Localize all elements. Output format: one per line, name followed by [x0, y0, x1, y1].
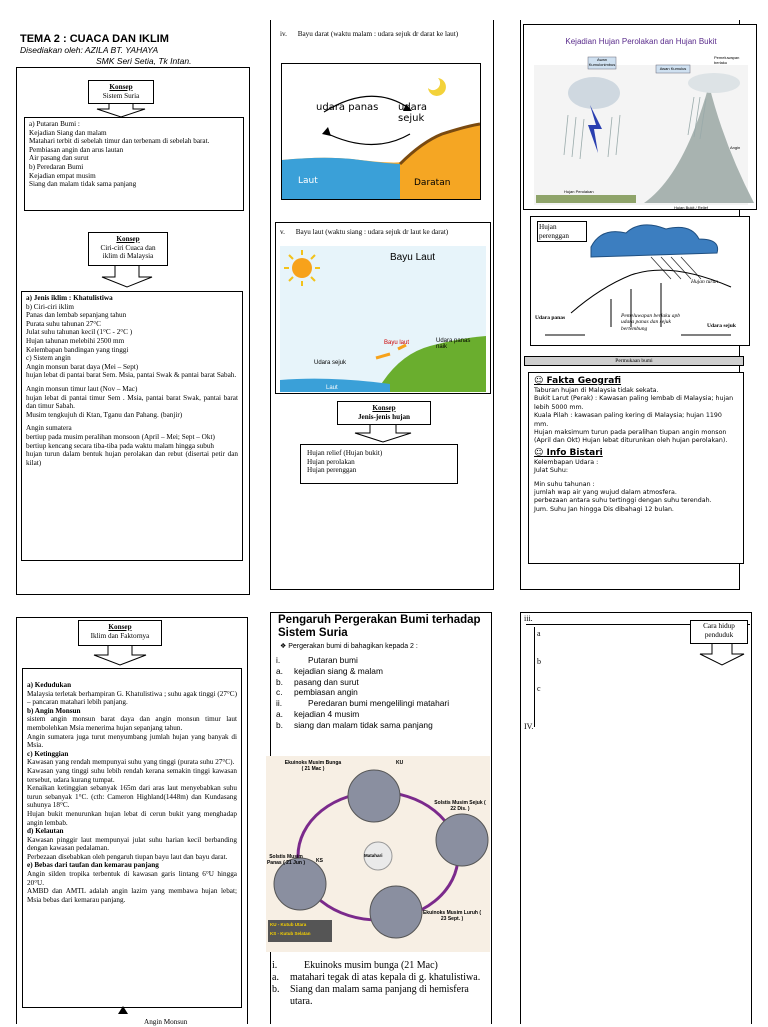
item-text: pembiasan angin	[294, 687, 358, 698]
bayu-laut-illustration	[280, 246, 486, 392]
down-arrow-icon	[353, 425, 413, 443]
legend-ks: KS - Kutub Selatan	[270, 931, 311, 936]
sistem-suria-box	[24, 117, 244, 211]
item-text: siang dan malam tidak sama panjang	[294, 719, 433, 730]
label-pemeluwapan: Pemeluwapan berlaku	[714, 55, 740, 65]
ekuinoks-item	[272, 984, 488, 1008]
item-mark: a.	[276, 665, 283, 676]
ciri-line: Purata suhu tahunan 27°C	[26, 319, 101, 328]
iklim-line: c) Ketinggian	[27, 749, 69, 758]
item-mark: a.	[272, 972, 279, 983]
iklim-line: e) Bebas dari taufan dan kemarau panjang	[27, 861, 159, 870]
item-mark: b.	[272, 984, 280, 995]
breeze-arrow	[376, 354, 390, 358]
fakta-title-text: Fakta Geografi	[546, 376, 622, 386]
hujan-perenggan-figure	[530, 216, 750, 346]
item-mark: c.	[276, 687, 283, 698]
suria-line: a) Putaran Bumi :	[29, 120, 80, 128]
bayu-laut-figure	[280, 246, 486, 392]
item-mark: ii.	[276, 698, 283, 709]
item-text: matahari tegak di atas kepala di g. khatulistiwa.	[290, 972, 481, 983]
ku-label: KU	[396, 760, 404, 766]
earth-winter	[436, 814, 488, 866]
ks-label: KS	[316, 858, 323, 864]
pergerakan-item	[276, 687, 490, 698]
item-text: kejadian 4 musim	[294, 708, 360, 719]
info-line: Min suhu tahunan :	[534, 480, 595, 488]
cara-hidup-box	[690, 620, 748, 644]
info-title-text: Info Bistari	[546, 447, 603, 458]
ciri-line: bertiup pada musim peralihan monsoon (April – Mei; Sept – Okt)	[26, 432, 215, 441]
warm-air-label: Udara panas	[535, 315, 566, 321]
hujan-type: Hujan relief (Hujan bukit)	[307, 449, 383, 457]
item-mark: v.	[280, 228, 285, 236]
label-kumulus: Awan Kumulus	[659, 66, 687, 71]
fakta-info-box	[528, 372, 744, 564]
autumn-label: Ekuinoks Musim Luruh ( 23 Sept. )	[422, 910, 482, 922]
item-mark: iv.	[280, 30, 287, 38]
pergerakan-item	[276, 666, 490, 677]
ciri-line: Musim tengkujuh di Ktan, Tganu dan Pahang. (banjir)	[26, 410, 183, 419]
label-hujan-bukit: Hujan Bukit / Relief	[674, 205, 709, 210]
ciri-line: hujan lebat di pantai timur Sem . Msia, pantai barat Swak, pantai barat dan timur Sabah.	[26, 393, 238, 411]
hujan-type: Hujan perolakan	[307, 457, 355, 466]
ciri-line: Angin monsun barat daya (Mei – Sept)	[26, 362, 139, 371]
caption-text: Bayu laut (waktu siang : udara sejuk dr laut ke darat)	[295, 228, 449, 236]
cloud-shape	[568, 77, 620, 109]
ekuinoks-items	[272, 960, 488, 1008]
pergerakan-item	[276, 655, 490, 666]
label-iv: IV.	[524, 722, 534, 731]
ciri-line: Panas dan lembab sepanjang tahun	[26, 311, 127, 320]
ground-shape	[536, 195, 636, 203]
iklim-line: AMBD dan AMTL adalah angin lazim yang membawa hujan lebat; Msia bebas dari kemarau panjang.	[27, 887, 237, 904]
label-b: b	[537, 657, 541, 666]
pergerakan-item	[276, 677, 490, 688]
hujan-illustration	[524, 25, 758, 211]
legend-ku: KU - Kutub Utara	[270, 922, 307, 927]
item-text: Putaran bumi	[308, 655, 358, 665]
breeze-label: Bayu laut	[384, 340, 410, 346]
cloud-shape	[688, 73, 740, 93]
section-subtitle: ❖ Pergerakan bumi di bahagikan kepada 2 :	[280, 643, 418, 650]
pergerakan-items	[276, 655, 490, 731]
cool-air-label: Udara sejuk	[314, 360, 347, 366]
lower-arrow	[324, 132, 410, 145]
jenis-hujan-list-box	[300, 444, 458, 484]
label-c: c	[537, 684, 541, 693]
sun-icon	[292, 258, 312, 278]
fakta-line: Taburan hujan di Malaysia tidak sekata.	[534, 387, 659, 394]
fakta-line: Hujan maksimum turun pada peralihan tiupan angin monson (April dan Okt) Hujan lebat diturunkan oleh hujan perolakan).	[534, 429, 728, 445]
iklim-line: Angin sumatera juga turut menyumbang jumlah hujan yang banyak di Msia.	[27, 732, 237, 750]
perenggan-title: Hujan perenggan	[537, 221, 587, 242]
down-arrow-icon	[92, 646, 148, 666]
item-mark: i.	[276, 655, 281, 665]
winter-label: Solstis Musim Sejuk ( 22 Dis. )	[434, 800, 486, 812]
iklim-line: d) Kelautan	[27, 827, 64, 836]
jenis-hujan-list	[307, 449, 451, 475]
konsep-heading: Konsep	[109, 83, 133, 91]
hujan-perolakan-figure	[523, 24, 757, 210]
konsep-text: Iklim dan Faktornya	[90, 631, 150, 640]
konsep-iklim-box	[78, 620, 162, 646]
item-text: Ekuinoks musim bunga (21 Mac)	[304, 960, 438, 971]
rain-lines	[651, 257, 701, 279]
konsep-sistem-suria-box	[88, 80, 154, 104]
suria-line: Matahari terbit di sebelah timur dan terbenam di sebelah barat.	[29, 137, 210, 146]
label-kumulonimbus: Awan Kumulonimbus	[588, 57, 616, 67]
bayu-laut-caption	[280, 228, 485, 237]
caption-text: Bayu darat (waktu malam : udara sejuk dr darat ke laut)	[297, 30, 459, 38]
down-arrow-icon	[95, 104, 147, 118]
ciri-line: Julat suhu tahunan kecil (1°C - 2°C )	[26, 328, 133, 337]
info-line: Julat Suhu:	[534, 467, 569, 475]
ciri-line: Hujan tahunan melebihi 2500 mm	[26, 336, 125, 345]
fakta-line: Bukit Larut (Perak) : Kawasan paling lembab di Malaysia; hujan lebih 5000 mm.	[534, 395, 734, 411]
item-mark: i.	[272, 960, 278, 971]
item-text: Peredaran bumi mengelilingi matahari	[308, 698, 450, 709]
sistem-suria-list	[29, 120, 239, 189]
warm-air-label: udara panas	[316, 102, 379, 113]
condensation-note: Pemeluwapan berlaku apb udara panas dan sejuk bertembung	[621, 313, 680, 332]
label-angin: Angin	[730, 145, 741, 150]
iklim-line: Kawasan yang rendah mempunyai suhu yang tinggi (purata suhu 27°C).	[27, 758, 235, 767]
angin-monsun-label: Angin Monsun	[144, 1018, 188, 1026]
smiley-icon: ☺	[534, 376, 544, 386]
ciri-iklim-list	[26, 294, 238, 467]
info-line: Jum. Suhu Jan hingga Dis dibahagi 12 bulan.	[534, 505, 674, 513]
front-line	[571, 270, 731, 313]
iklim-line: Malaysia terletak berhampiran G. Khatulistiwa ; suhu agak tinggi (27°C) – pancaran matahari lebih panjang.	[27, 689, 237, 707]
iklim-line: b) Angin Monsun	[27, 706, 81, 715]
item-mark: b.	[276, 676, 283, 687]
earth-spring	[348, 770, 400, 822]
ciri-line: Angin monsun timur laut (Nov – Mac)	[26, 384, 138, 393]
bayu-darat-caption	[280, 30, 485, 39]
iklim-line: Kawasan yang tinggi suhu lebih rendah kerana semakin tinggi kawasan tersebut, udara kurang tumpat.	[27, 766, 237, 784]
moon-icon	[428, 78, 446, 96]
iklim-line: Angin silden tropika terbentuk di kawasan garis lintang 6°U hingga 20°U.	[27, 870, 237, 887]
konsep-jenis-hujan-box	[337, 401, 431, 425]
ekuinoks-list	[272, 960, 488, 1008]
land-label: Daratan	[414, 178, 451, 188]
ciri-line: c) Sistem angin	[26, 354, 71, 363]
down-arrow-icon	[698, 644, 746, 666]
cloud-shape	[591, 225, 718, 257]
item-text: pasang dan surut	[294, 676, 359, 687]
suria-line: Siang dan malam tidak sama panjang	[29, 180, 137, 189]
cara-hidup-text: Cara hidup penduduk	[703, 622, 735, 639]
spring-label: Ekuinoks Musim Bunga ( 21 Mac )	[284, 760, 342, 772]
warm-air-label: Udara panas naik	[436, 338, 471, 350]
ekuinoks-item	[272, 972, 488, 984]
info-line: perbezaan antara suhu tertinggi dengan suhu terendah.	[534, 497, 712, 505]
page-title: TEMA 2 : CUACA DAN IKLIM	[20, 33, 169, 45]
suria-line: Kejadian empat musim	[29, 171, 96, 180]
earth-autumn	[370, 886, 422, 938]
suria-line: Kejadian Siang dan malam	[29, 128, 107, 137]
iklim-line: Perbezaan disebabkan oleh pengaruh tiupan bayu laut dan bayu darat.	[27, 852, 228, 861]
sea-label: Laut	[298, 176, 318, 186]
konsep-text: Sistem Suria	[102, 91, 140, 100]
pergerakan-item	[276, 709, 490, 720]
konsep-heading: Konsep	[108, 623, 132, 631]
item-text: Siang dan malam sama panjang di hemisfera utara.	[290, 984, 469, 1007]
figure-title: Kejadian Hujan Perolakan dan Hujan Bukit	[565, 37, 717, 46]
fakta-title	[534, 376, 738, 387]
ciri-iklim-box	[21, 291, 243, 561]
item-mark: b.	[276, 719, 283, 730]
iklim-line: Hujan bukit menurunkan hujan lebat di cerun bukit yang menghadap angin lembab.	[27, 809, 237, 827]
down-arrow-icon	[100, 266, 154, 288]
sea-label: Laut	[326, 385, 338, 391]
ciri-line: a) Jenis iklim : Khatulistiwa	[26, 294, 113, 302]
iklim-faktor-box	[22, 668, 242, 1008]
fakta-list	[534, 387, 738, 446]
konsep-heading: Konsep	[116, 235, 140, 243]
author-line: Disediakan oleh: AZILA BT. YAHAYA	[20, 45, 159, 55]
arrow-icon	[116, 1004, 130, 1016]
label-hujan-perolakan: Hujan Perolakan	[564, 189, 594, 194]
school-line: SMK Seri Setia, Tk Intan.	[96, 56, 192, 66]
ciri-line: Kelembapan bandingan yang tinggi	[26, 345, 129, 354]
ciri-line: hujan lebat di pantai barat Sem. Msia, pantai Swak & pantai barat Sabah.	[26, 371, 237, 380]
label-iii: iii.	[524, 614, 533, 623]
iklim-line: Kenaikan ketinggian sebanyak 165m dari aras laut menyebabkan suhu turun sebanyak 1°C. (cth: Cameron Highland(1448m) dan Kundasang suhunya 18°C.	[27, 784, 237, 810]
info-list	[534, 459, 738, 514]
ciri-line: Angin sumatera	[26, 424, 72, 433]
konsep-text: Jenis-jenis hujan	[357, 412, 411, 421]
permukaan-bumi-bar	[524, 356, 744, 366]
bar-label: Permukaan bumi	[615, 358, 653, 364]
rain-label: Hujan turun	[691, 279, 719, 285]
cool-air-label: Udara sejuk	[707, 323, 736, 329]
hujan-type: Hujan perenggan	[307, 466, 357, 475]
section-title: Pengaruh Pergerakan Bumi terhadap Sistem Suria	[278, 614, 481, 639]
konsep-ciri-box	[88, 232, 168, 266]
pergerakan-item	[276, 698, 490, 709]
vertical-line	[534, 627, 535, 727]
ekuinoks-item	[272, 960, 488, 972]
pergerakan-item	[276, 720, 490, 731]
iklim-line: Kawasan pinggir laut mempunyai julat suhu harian kecil berbanding dengan kawasan pedalaman.	[27, 835, 237, 853]
cool-air-label: udara sejuk	[398, 102, 428, 124]
info-title	[534, 448, 738, 459]
konsep-heading: Konsep	[372, 404, 396, 412]
iklim-line: sistem angin monsun barat daya dan angin monsun timur laut membolehkan Msia menerima hujan sepanjang tahun.	[27, 715, 237, 732]
arrowhead-icon	[322, 127, 331, 136]
orbit-diagram	[266, 756, 490, 952]
ciri-line: hujan turun dalam bentuk hujan perolakan dan rebut (disertai petir dan kilat)	[26, 450, 238, 467]
smiley-icon: ☺	[534, 447, 544, 458]
info-line: jumlah wap air yang wujud dalam atmosfera.	[534, 489, 677, 497]
sun-label: Matahari	[364, 853, 383, 858]
iklim-line: a) Kedudukan	[27, 681, 72, 689]
konsep-text: Ciri-ciri Cuaca dan iklim di Malaysia	[100, 243, 156, 261]
suria-line: Pembiasan angin dan arus lautan	[29, 145, 124, 154]
info-line: Kelembapan Udara :	[534, 458, 599, 466]
summer-label: Solstis Musim Panas ( 21 Jun )	[266, 854, 306, 866]
ciri-line: bertiup kencang secara tiba-tiba pada waktu malam hingga subuh	[26, 441, 215, 450]
item-text: kejadian siang & malam	[294, 665, 383, 676]
iklim-faktor-list	[27, 681, 237, 904]
bayu-darat-figure	[281, 63, 481, 200]
item-mark: a.	[276, 708, 283, 719]
ciri-line: b) Ciri-ciri iklim	[26, 302, 74, 311]
label-a: a	[537, 629, 541, 638]
pergerakan-list	[276, 655, 490, 731]
suria-line: Air pasang dan surut	[29, 154, 89, 163]
column6-frame	[520, 612, 752, 1024]
fakta-line: Kuala Pilah : kawasan paling kering di Malaysia; hujan 1190 mm.	[534, 412, 722, 428]
subtitle-text: Pergerakan bumi di bahagikan kepada 2 :	[288, 643, 418, 650]
suria-line: b) Peredaran Bumi	[29, 162, 84, 171]
bayu-laut-title: Bayu Laut	[390, 252, 436, 263]
